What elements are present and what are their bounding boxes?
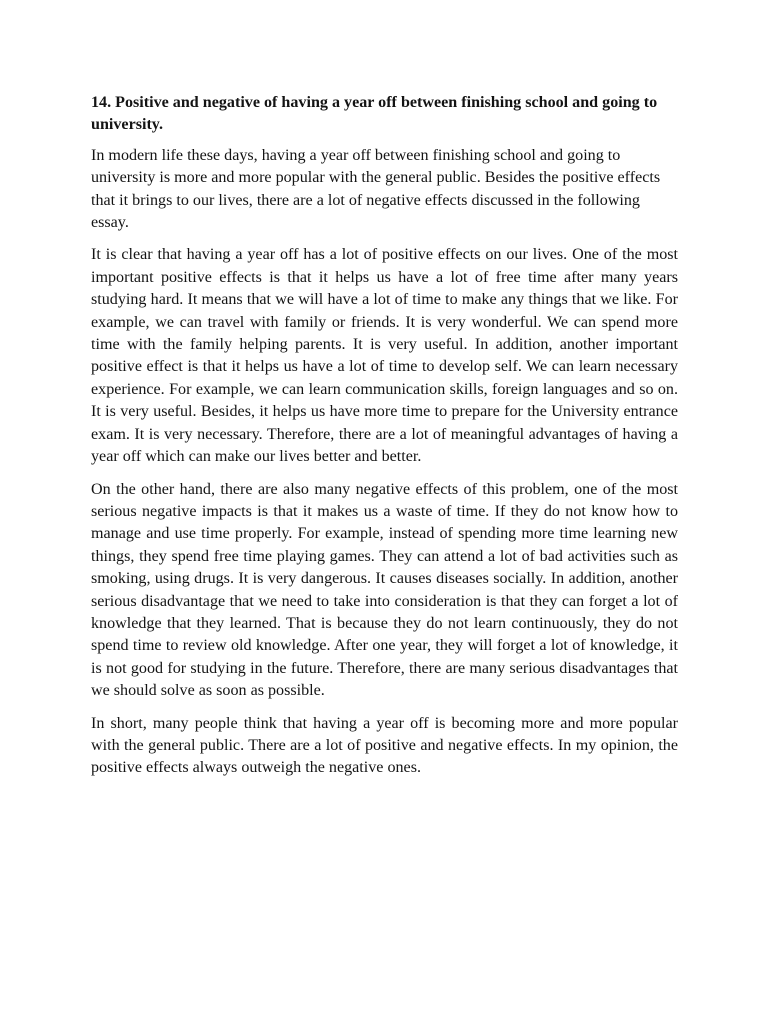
paragraph-introduction: In modern life these days, having a year off between finishing school and going to university is more and more popular with the general public. Besides the positive effects that it brings to our lives, there are a lot of negative effects discussed in the following essay. xyxy=(91,146,661,232)
document-page xyxy=(91,92,678,790)
paragraph-negative-effects: On the other hand, there are also many negative effects of this problem, one of the most serious negative impacts is that it makes us a waste of time. If they do not know how to manage and use time properly. For example, instead of spending more time learning new things, they spend free time playing games. They can attend a lot of bad activities such as smoking, using drugs. It is very dangerous. It causes diseases socially. In addition, another serious disadvantage that we need to take into consideration is that they can forget a lot of knowledge that they learned. That is because they do not learn continuously, they do not spend time to review old knowledge. After one year, they will forget a lot of knowledge, it is not good for studying in the future. Therefore, there are many serious disadvantages that we should solve as soon as possible. xyxy=(91,480,678,700)
paragraph-conclusion: In short, many people think that having a year off is becoming more and more popular with the general public. There are a lot of positive and negative effects. In my opinion, the positive effects always outweigh the negative ones. xyxy=(91,714,678,777)
paragraph-positive-effects: It is clear that having a year off has a lot of positive effects on our lives. One of the most important positive effects is that it helps us have a lot of free time after many years studying hard. It means that we will have a lot of time to make any things that we like. For example, we can travel with family or friends. It is very wonderful. We can spend more time with the family helping parents. It is very useful. In addition, another important positive effect is that it helps us have a lot of time to develop self. We can learn necessary experience. For example, we can learn communication skills, foreign languages and so on. It is very useful. Besides, it helps us have more time to prepare for the University entrance exam. It is very necessary. Therefore, there are a lot of meaningful advantages of having a year off which can make our lives better and better. xyxy=(91,246,678,466)
essay-title: 14. Positive and negative of having a year off between finishing school and going to university. xyxy=(91,94,658,134)
